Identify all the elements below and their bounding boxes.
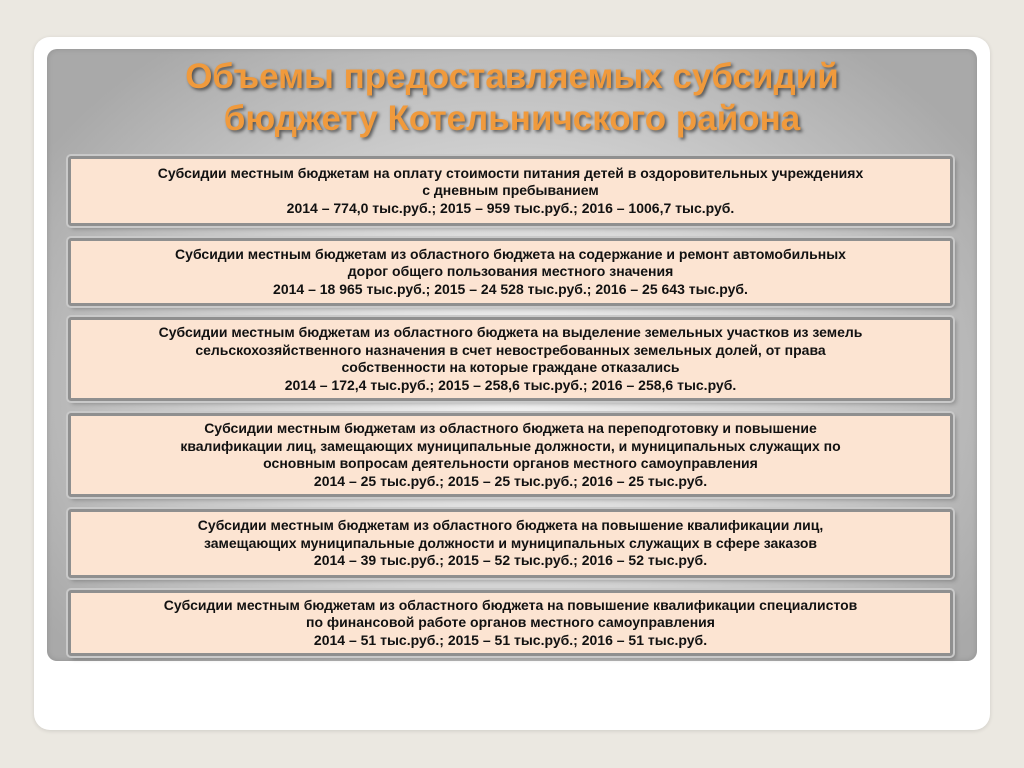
subsidy-box-procurement-training bbox=[68, 509, 953, 578]
slide-title-line-2: бюджету Котельничского района bbox=[223, 99, 801, 138]
subsidy-description: Субсидии местным бюджетам из областного бюджета на повышение квалификации специалистов по финансовой работе органов местного самоуправления bbox=[163, 596, 858, 631]
subsidy-description: Субсидии местным бюджетам из областного бюджета на переподготовку и повышение квалификации лиц, замещающих муниципальные должности, и муниципальных служащих по основным вопросам деятельности органов местного самоуправления bbox=[180, 420, 841, 471]
slide-title bbox=[47, 56, 977, 140]
subsidy-description: Субсидии местным бюджетам из областного бюджета на повышение квалификации лиц, замещающих муниципальные должности и муниципальных служащих в сфере заказов bbox=[197, 517, 824, 551]
subsidy-box-meals bbox=[68, 156, 953, 226]
subsidy-amounts: 2014 – 39 тыс.руб.; 2015 – 52 тыс.руб.; 2016 – 52 тыс.руб. bbox=[313, 552, 708, 569]
subsidy-amounts: 2014 – 774,0 тыс.руб.; 2015 – 959 тыс.руб.; 2016 – 1006,7 тыс.руб. bbox=[286, 199, 735, 216]
subsidy-box-roads bbox=[68, 238, 953, 306]
subsidy-description: Субсидии местным бюджетам из областного бюджета на выделение земельных участков из земель сельскохозяйственного назначения в счет невостребованных земельных долей, от права собственности на которые граждане отказались bbox=[158, 324, 863, 375]
subsidy-amounts: 2014 – 25 тыс.руб.; 2015 – 25 тыс.руб.; 2016 – 25 тыс.руб. bbox=[313, 472, 708, 489]
subsidy-box-retraining bbox=[68, 413, 953, 497]
subsidy-box-land bbox=[68, 317, 953, 401]
subsidy-description: Субсидии местным бюджетам из областного бюджета на содержание и ремонт автомобильных дорог общего пользования местного значения bbox=[175, 245, 846, 280]
slide-title-line-1: Объемы предоставляемых субсидий bbox=[185, 57, 839, 96]
subsidy-box-finance-training bbox=[68, 590, 953, 656]
subsidy-description: Субсидии местным бюджетам на оплату стоимости питания детей в оздоровительных учреждениях с дневным пребыванием bbox=[157, 164, 864, 199]
subsidy-amounts: 2014 – 18 965 тыс.руб.; 2015 – 24 528 тыс.руб.; 2016 – 25 643 тыс.руб. bbox=[273, 280, 748, 297]
subsidy-amounts: 2014 – 172,4 тыс.руб.; 2015 – 258,6 тыс.руб.; 2016 – 258,6 тыс.руб. bbox=[284, 376, 737, 393]
subsidy-amounts: 2014 – 51 тыс.руб.; 2015 – 51 тыс.руб.; 2016 – 51 тыс.руб. bbox=[313, 631, 708, 648]
